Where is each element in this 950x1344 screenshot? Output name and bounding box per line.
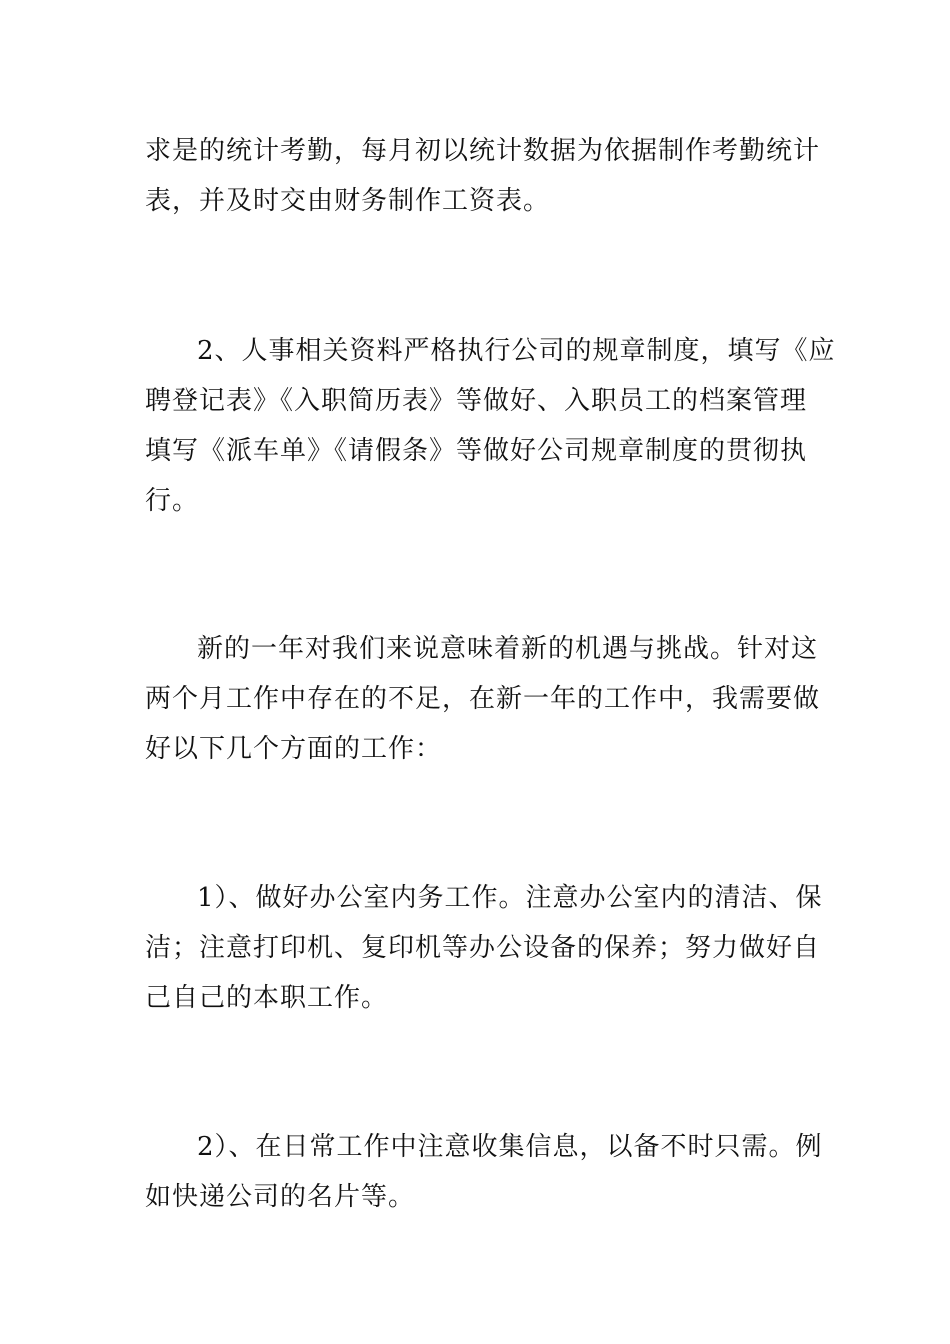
paragraph-item-office-work [145, 873, 823, 1023]
text-line: 洁；注意打印机、复印机等办公设备的保养；努力做好自 [145, 933, 821, 963]
paragraph-personnel-records [145, 326, 836, 526]
paragraph-new-year-plan [145, 624, 821, 774]
paragraph-attendance [145, 126, 821, 226]
text-line: 好以下几个方面的工作： [145, 734, 443, 764]
text-line: 填写《派车单》《请假条》等做好公司规章制度的贯彻执 [145, 436, 808, 466]
text-line: 如快递公司的名片等。 [145, 1182, 416, 1212]
text-line: 1）、做好办公室内务工作。注意办公室内的清洁、保 [197, 883, 823, 913]
text-line: 新的一年对我们来说意味着新的机遇与挑战。针对这 [197, 634, 819, 664]
text-line: 两个月工作中存在的不足，在新一年的工作中，我需要做 [145, 684, 821, 714]
text-line: 聘登记表》《入职简历表》等做好、入职员工的档案管理 [145, 386, 808, 416]
text-line: 求是的统计考勤，每月初以统计数据为依据制作考勤统计 [145, 136, 821, 166]
text-line: 2、人事相关资料严格执行公司的规章制度，填写《应 [197, 336, 836, 366]
paragraph-item-collect-info [145, 1122, 823, 1222]
text-line: 2）、在日常工作中注意收集信息，以备不时只需。例 [197, 1132, 823, 1162]
text-line: 行。 [145, 486, 200, 516]
text-line: 己自己的本职工作。 [145, 983, 389, 1013]
text-line: 表，并及时交由财务制作工资表。 [145, 186, 551, 216]
